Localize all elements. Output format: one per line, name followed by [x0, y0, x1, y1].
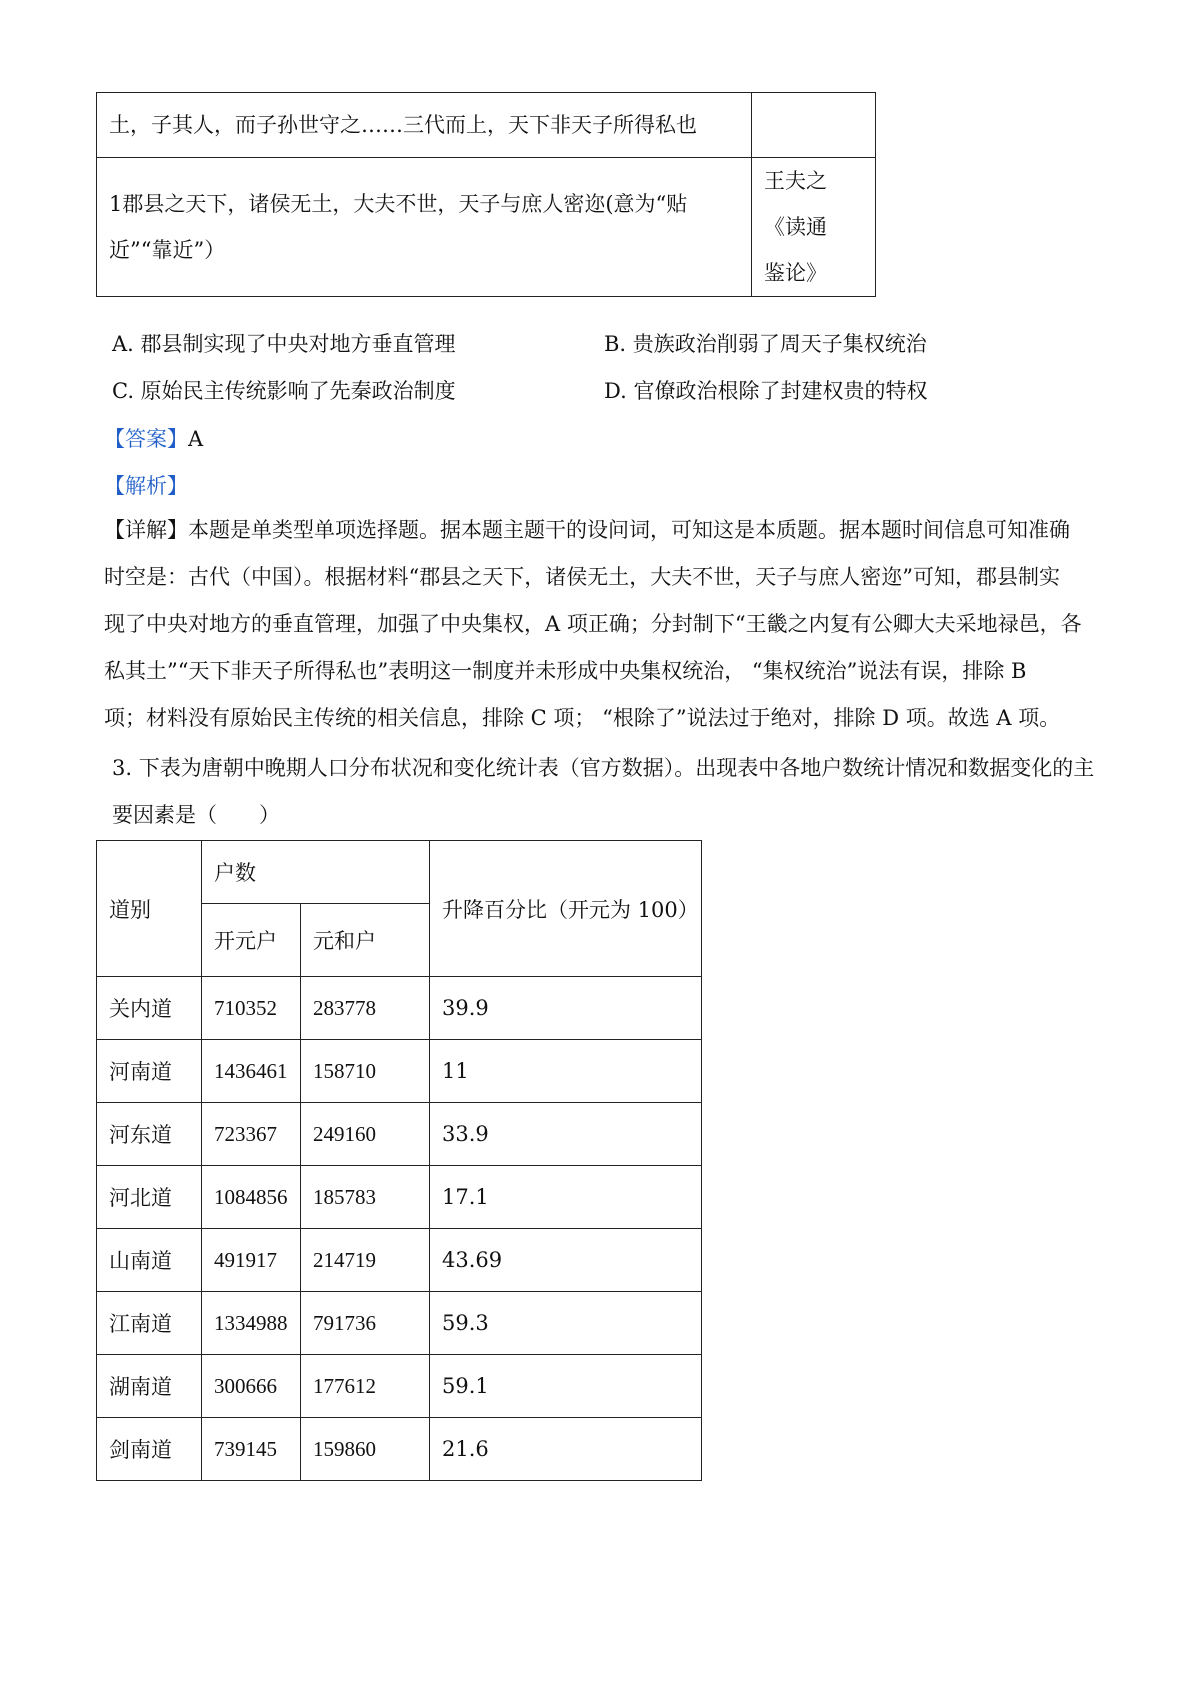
kaiyuan-cell: 1334988 — [202, 1292, 301, 1355]
detail-tag: 【详解】 — [104, 518, 188, 542]
kaiyuan-cell: 1084856 — [202, 1166, 301, 1229]
pct-cell: 39.9 — [430, 977, 702, 1040]
yuanhe-cell: 214719 — [301, 1229, 430, 1292]
pct-cell: 59.1 — [430, 1355, 702, 1418]
pct-cell: 33.9 — [430, 1103, 702, 1166]
option-b: B. 贵族政治削弱了周天子集权统治 — [604, 332, 927, 356]
option-a: A. 郡县制实现了中央对地方垂直管理 — [112, 332, 456, 356]
table-row — [97, 1040, 702, 1103]
yuanhe-cell: 249160 — [301, 1103, 430, 1166]
table-row — [97, 158, 876, 297]
header-pct: 升降百分比（开元为 100） — [430, 841, 702, 977]
yuanhe-cell: 159860 — [301, 1418, 430, 1481]
source-quote-table — [96, 92, 876, 297]
population-table — [96, 840, 702, 1481]
option-c: C. 原始民主传统影响了先秦政治制度 — [112, 379, 456, 403]
pct-cell: 21.6 — [430, 1418, 702, 1481]
kaiyuan-cell: 710352 — [202, 977, 301, 1040]
source-cell — [752, 158, 876, 297]
source-cell — [752, 93, 876, 158]
table-row — [97, 1103, 702, 1166]
detail-line: 时空是：古代（中国）。根据材料“郡县之天下，诸侯无土，大夫不世，天子与庶人密迩”可知，郡县制实 — [104, 565, 1060, 589]
question-line: 3. 下表为唐朝中晚期人口分布状况和变化统计表（官方数据）。出现表中各地户数统计情况和数据变化的主 — [112, 756, 1095, 780]
detail-paragraph — [104, 507, 1100, 742]
region-cell: 关内道 — [97, 977, 202, 1040]
detail-line: 私其土”“天下非天子所得私也”表明这一制度并未形成中央集权统治， “集权统治”说法有误，排除 B — [104, 659, 1027, 683]
answer-line — [104, 423, 203, 453]
question-3 — [112, 745, 1100, 839]
header-yuanhe: 元和户 — [301, 904, 430, 977]
quote-line: 近”“靠近”） — [109, 238, 226, 262]
kaiyuan-cell: 723367 — [202, 1103, 301, 1166]
kaiyuan-cell: 739145 — [202, 1418, 301, 1481]
table-row — [97, 1166, 702, 1229]
answer-value: A — [188, 427, 204, 451]
yuanhe-cell: 158710 — [301, 1040, 430, 1103]
region-cell: 河北道 — [97, 1166, 202, 1229]
region-cell: 河南道 — [97, 1040, 202, 1103]
detail-line: 【详解】本题是单类型单项选择题。据本题主题干的设问词，可知这是本质题。据本题时间信息可知准确 — [104, 518, 1070, 542]
quote-cell: 土，子其人，而子孙世守之……三代而上，天下非天子所得私也 — [97, 93, 752, 158]
table-row — [97, 1292, 702, 1355]
kaiyuan-cell: 1436461 — [202, 1040, 301, 1103]
table-row — [97, 1418, 702, 1481]
yuanhe-cell: 177612 — [301, 1355, 430, 1418]
table-row — [97, 977, 702, 1040]
table-row — [97, 1355, 702, 1418]
pct-cell: 59.3 — [430, 1292, 702, 1355]
quote-cell — [97, 158, 752, 297]
yuanhe-cell: 185783 — [301, 1166, 430, 1229]
option-d: D. 官僚政治根除了封建权贵的特权 — [604, 379, 928, 403]
detail-line: 现了中央对地方的垂直管理，加强了中央集权，A 项正确；分封制下“王畿之内复有公卿大夫采地禄邑，各 — [104, 612, 1082, 636]
header-kaiyuan: 开元户 — [202, 904, 301, 977]
source-line: 鉴论》 — [764, 261, 827, 285]
answer-tag: 【答案】 — [104, 427, 188, 451]
region-cell: 剑南道 — [97, 1418, 202, 1481]
pct-cell: 17.1 — [430, 1166, 702, 1229]
header-households: 户数 — [202, 841, 430, 904]
table-row — [97, 93, 876, 158]
pct-cell: 43.69 — [430, 1229, 702, 1292]
header-row — [97, 841, 702, 904]
yuanhe-cell: 791736 — [301, 1292, 430, 1355]
header-region: 道别 — [97, 841, 202, 977]
table-row — [97, 1229, 702, 1292]
region-cell: 湖南道 — [97, 1355, 202, 1418]
pct-cell: 11 — [430, 1040, 702, 1103]
kaiyuan-cell: 300666 — [202, 1355, 301, 1418]
detail-line: 项；材料没有原始民主传统的相关信息，排除 C 项； “根除了”说法过于绝对，排除 D 项。故选 A 项。 — [104, 706, 1061, 730]
yuanhe-cell: 283778 — [301, 977, 430, 1040]
question-line: 要因素是（ ） — [112, 803, 280, 827]
quote-line: 1郡县之天下，诸侯无土，大夫不世，天子与庶人密迩(意为“贴 — [109, 192, 688, 216]
kaiyuan-cell: 491917 — [202, 1229, 301, 1292]
region-cell: 河东道 — [97, 1103, 202, 1166]
analysis-tag: 【解析】 — [104, 474, 188, 498]
region-cell: 山南道 — [97, 1229, 202, 1292]
region-cell: 江南道 — [97, 1292, 202, 1355]
source-line: 王夫之《读通 — [764, 169, 827, 239]
